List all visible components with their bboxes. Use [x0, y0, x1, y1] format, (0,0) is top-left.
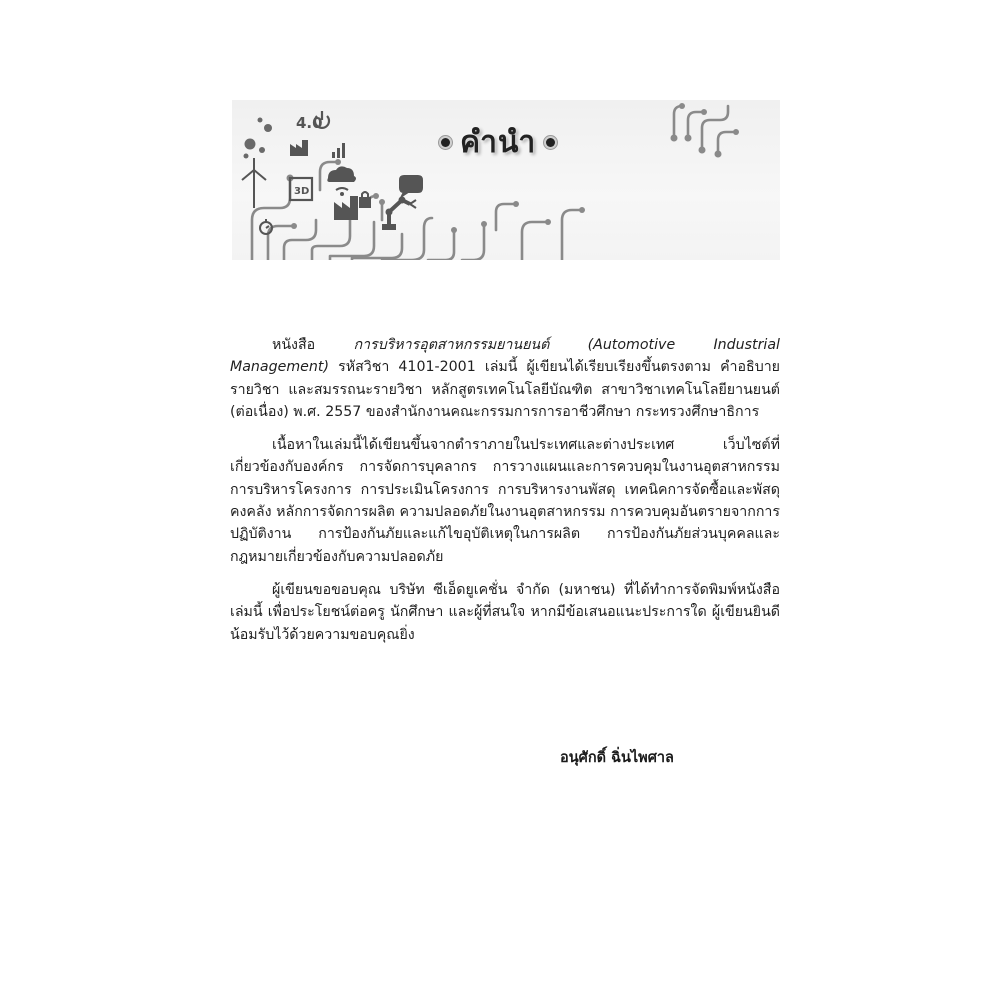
factory-icon	[334, 196, 358, 220]
paragraph-1	[230, 334, 780, 423]
3d-printing-icon	[290, 178, 312, 200]
p1-lead: หนังสือ	[272, 337, 354, 353]
factory-icon	[290, 140, 308, 156]
book-title: การบริหารอุตสาหกรรมยานยนต์ (Automotive Industrial Management)	[230, 337, 780, 376]
robot-arm-icon	[382, 197, 416, 231]
svg-text:4.0: 4.0	[296, 114, 323, 132]
bullet-dot-left	[441, 138, 450, 147]
chat-bubble-icon	[400, 176, 422, 196]
svg-text:3D: 3D	[294, 186, 310, 197]
title-text: คำนำ	[460, 124, 537, 160]
paragraph-2: เนื้อหาในเล่มนี้ได้เขียนขึ้นจากตำราภายในประเทศและต่างประเทศ เว็บไซต์ที่เกี่ยวข้องกับองค์กร การจัดการบุคลากร การวางแผนและการควบคุมในงานอุตสาหกรรม การบริหารโครงการ การประเมินโครงการ การบริหารงานพัสดุ เทคนิคการจัดซื้อและพัสดุคงคลัง หลักการจัดการผลิต ความปลอดภัยในงานอุตสาหกรรม การควบคุมอันตรายจากการปฏิบัติงาน การป้องกันภัยและแก้ไขอุบัติเหตุในการผลิต การป้องกันภัยส่วนบุคคลและกฎหมายเกี่ยวข้องกับความปลอดภัย	[230, 437, 780, 565]
cloud-wifi-icon	[327, 166, 356, 196]
signal-bars-icon	[332, 143, 345, 158]
page-title	[441, 118, 555, 166]
stopwatch-icon	[260, 219, 272, 234]
author-signature: อนุศักดิ์ ฉิ่นไพศาล	[560, 750, 674, 766]
wind-turbine-icon	[242, 158, 266, 208]
preface-body	[230, 334, 780, 657]
lock-icon	[360, 192, 370, 207]
bubbles-icon	[244, 118, 273, 159]
p1-rest: รหัสวิชา 4101-2001 เล่มนี้ ผู้เขียนได้เรียบเรียงขึ้นตรงตาม คำอธิบายรายวิชา และสมรรถนะรายวิชา หลักสูตรเทคโนโลยีบัณฑิต สาขาวิชาเทคโนโลยียานยนต์ (ต่อเนื่อง) พ.ศ. 2557 ของสำนักงานคณะกรรมการการอาชีวศึกษา กระทรวงศึกษาธิการ	[230, 359, 780, 420]
bullet-dot-right	[546, 138, 555, 147]
paragraph-3: ผู้เขียนขอขอบคุณ บริษัท ซีเอ็ดยูเคชั่น จำกัด (มหาชน) ที่ได้ทำการจัดพิมพ์หนังสือเล่มนี้ เพื่อประโยชน์ต่อครู นักศึกษา และผู้ที่สนใจ หากมีข้อเสนอแนะประการใด ผู้เขียนยินดีน้อมรับไว้ด้วยความขอบคุณยิ่ง	[230, 581, 780, 643]
industry-4.0-icon	[296, 114, 323, 132]
